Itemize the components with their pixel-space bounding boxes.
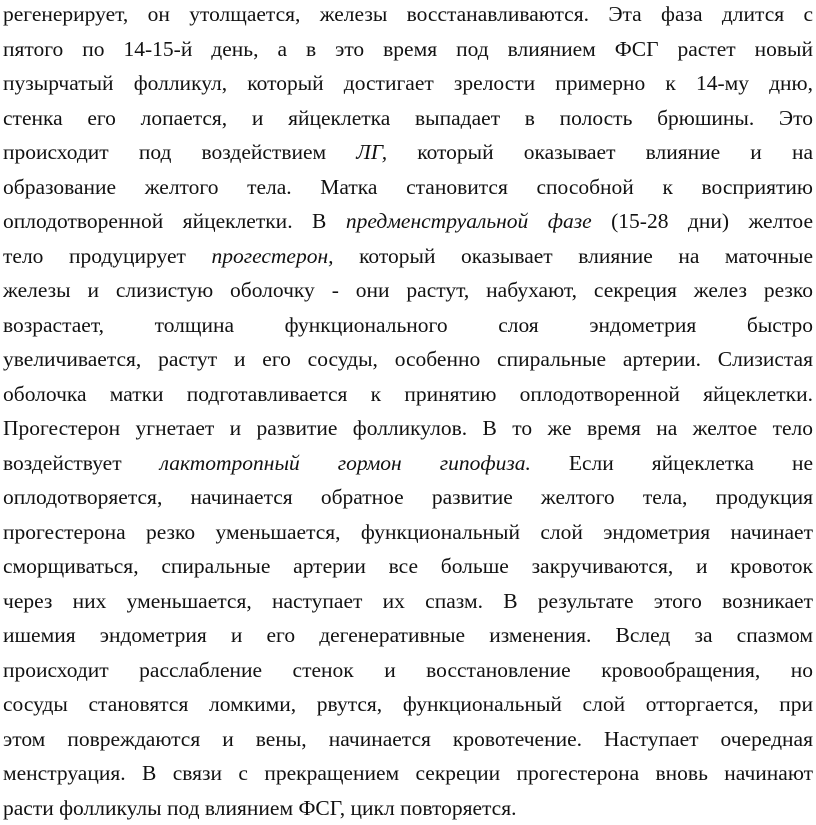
text-run: возрастает, толщина функционального слоя эндометрия быстро xyxy=(3,313,813,337)
text-run: (15-28 дни) желтое xyxy=(592,209,813,233)
italic-term: лактотропный гормон гипофиза. xyxy=(160,451,531,475)
text-line xyxy=(3,722,813,757)
text-line xyxy=(3,687,813,722)
text-line xyxy=(3,135,813,170)
text-run: Если яйцеклетка не xyxy=(531,451,813,475)
text-run: через них уменьшается, наступает их спазм. В результате этого возникает xyxy=(3,589,813,613)
text-line xyxy=(3,101,813,136)
text-run: который оказывает влияние на маточные xyxy=(334,244,813,268)
text-line xyxy=(3,446,813,481)
text-line xyxy=(3,584,813,619)
text-line xyxy=(3,515,813,550)
text-run: происходит расслабление стенок и восстановление кровообращения, но xyxy=(3,658,813,682)
text-line xyxy=(3,342,813,377)
text-line xyxy=(3,273,813,308)
text-run: оплодотворяется, начинается обратное развитие желтого тела, продукция xyxy=(3,485,813,509)
text-run: прогестерона резко уменьшается, функциональный слой эндометрия начинает xyxy=(3,520,813,544)
text-line xyxy=(3,204,813,239)
text-run: стенка его лопается, и яйцеклетка выпадает в полость брюшины. Это xyxy=(3,106,813,130)
text-line xyxy=(3,411,813,446)
text-line xyxy=(3,756,813,791)
text-line xyxy=(3,618,813,653)
body-text xyxy=(3,0,813,825)
text-run: регенерирует, он утолщается, железы восстанавливаются. Эта фаза длится с xyxy=(3,2,813,26)
text-line xyxy=(3,170,813,205)
text-run: ишемия эндометрия и его дегенеративные изменения. Вслед за спазмом xyxy=(3,623,813,647)
text-run: тело продуцирует xyxy=(3,244,211,268)
text-run: железы и слизистую оболочку - они растут, набухают, секреция желез резко xyxy=(3,278,813,302)
text-line xyxy=(3,0,813,32)
text-run: менструация. В связи с прекращением секреции прогестерона вновь начинают xyxy=(3,761,813,785)
text-line xyxy=(3,653,813,688)
text-run: образование желтого тела. Матка становится способной к восприятию xyxy=(3,175,813,199)
text-line xyxy=(3,377,813,412)
text-line xyxy=(3,480,813,515)
text-run: воздействует xyxy=(3,451,160,475)
italic-term: предменструальной фазе xyxy=(346,209,592,233)
italic-term: прогестерон, xyxy=(211,244,333,268)
text-run: оболочка матки подготавливается к принятию оплодотворенной яйцеклетки. xyxy=(3,382,813,406)
text-run: оплодотворенной яйцеклетки. В xyxy=(3,209,346,233)
italic-term: ЛГ, xyxy=(356,140,387,164)
text-run: сморщиваться, спиральные артерии все больше закручиваются, и кровоток xyxy=(3,554,813,578)
text-line xyxy=(3,32,813,67)
text-run: происходит под воздействием xyxy=(3,140,356,164)
text-run: этом повреждаются и вены, начинается кровотечение. Наступает очередная xyxy=(3,727,813,751)
text-run: расти фолликулы под влиянием ФСГ, цикл повторяется. xyxy=(3,796,516,820)
text-line xyxy=(3,791,813,825)
text-run: Прогестерон угнетает и развитие фолликулов. В то же время на желтое тело xyxy=(3,416,813,440)
text-line xyxy=(3,308,813,343)
text-run: пятого по 14-15-й день, а в это время под влиянием ФСГ растет новый xyxy=(3,37,813,61)
text-line xyxy=(3,66,813,101)
text-run: пузырчатый фолликул, который достигает зрелости примерно к 14-му дню, xyxy=(3,71,813,95)
text-run: сосуды становятся ломкими, рвутся, функциональный слой отторгается, при xyxy=(3,692,813,716)
text-line xyxy=(3,239,813,274)
text-run: который оказывает влияние и на xyxy=(387,140,813,164)
text-run: увеличивается, растут и его сосуды, особенно спиральные артерии. Слизистая xyxy=(3,347,813,371)
text-line xyxy=(3,549,813,584)
